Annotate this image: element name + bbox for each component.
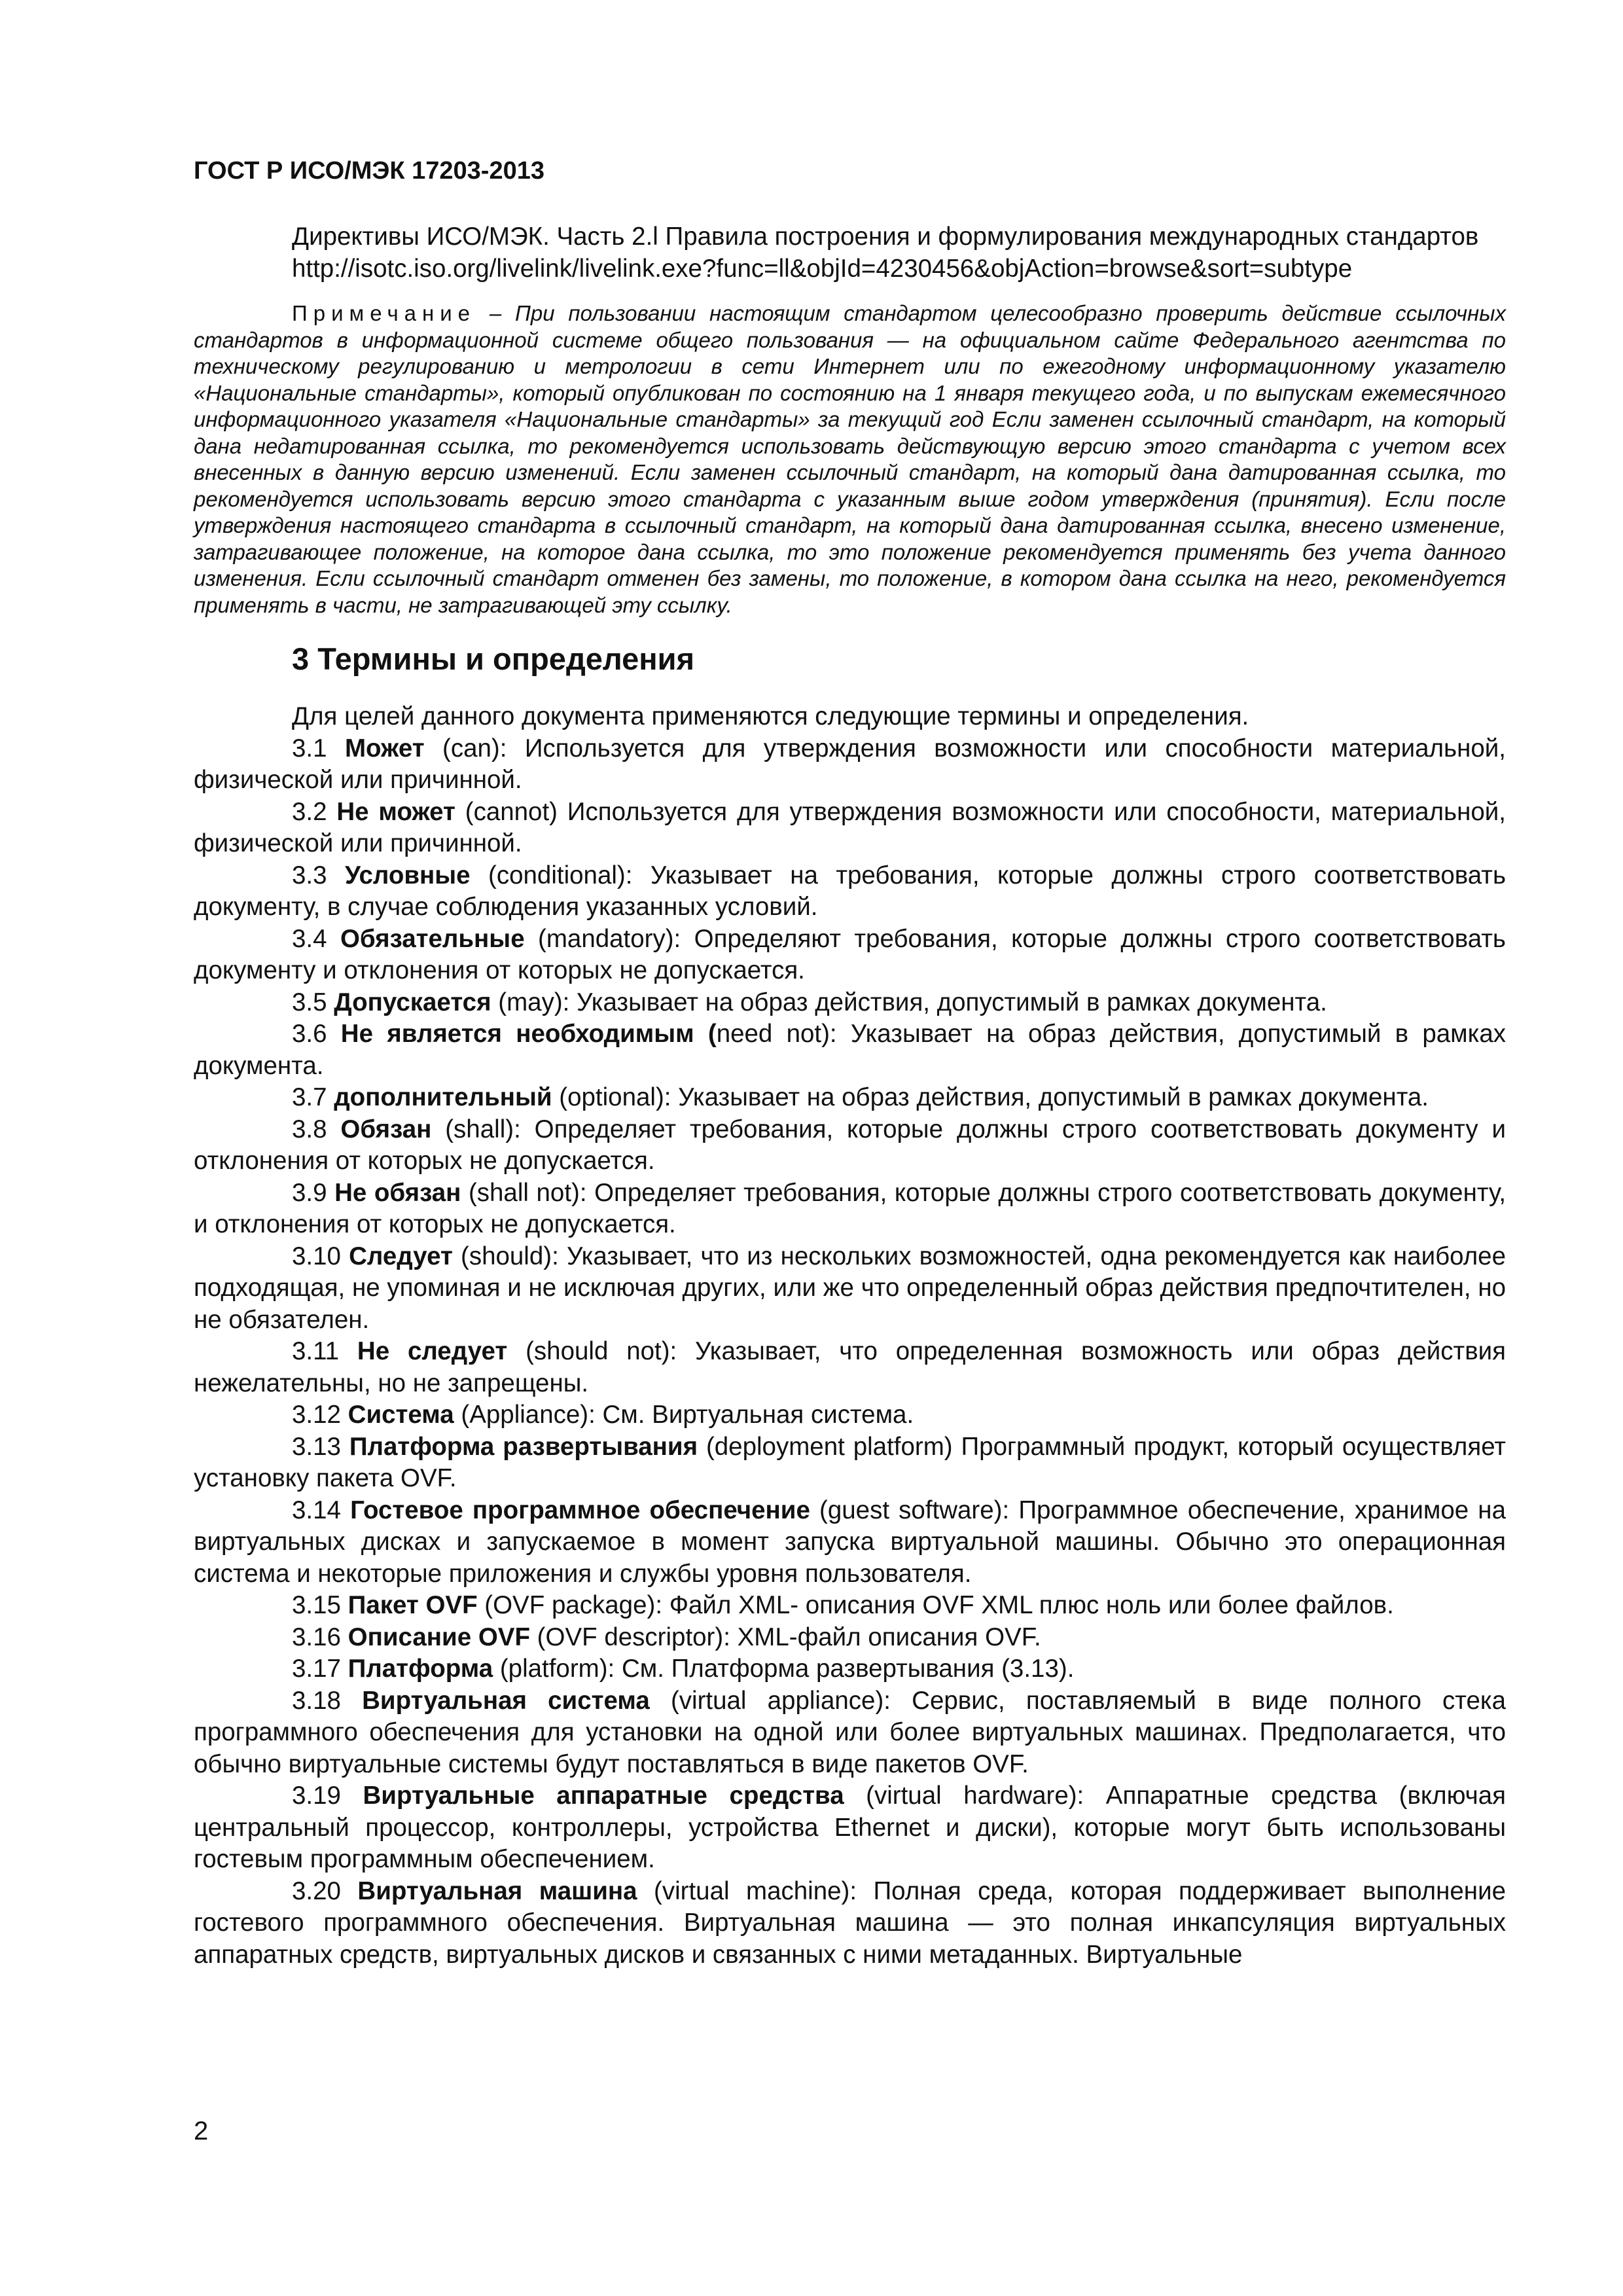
term-number: 3.7 (292, 1083, 334, 1111)
term-definition (194, 797, 1506, 860)
term-description: (cannot) Используется для утверждения возможности или способности, материальной, физической или причинной. (194, 797, 1506, 857)
term-definition (194, 1876, 1506, 1971)
term-number: 3.4 (292, 924, 340, 953)
term-number: 3.14 (292, 1496, 351, 1524)
term-name: Виртуальные аппаратные средства (363, 1782, 844, 1810)
page-number: 2 (194, 2117, 209, 2145)
term-name: Допускается (334, 988, 491, 1016)
term-description: (should not): Указывает, что определенная возможность или образ действия нежелательны, но не запрещены. (194, 1337, 1507, 1397)
term-name: дополнительный (334, 1083, 552, 1111)
term-description: (optional): Указывает на образ действия, допустимый в рамках документа. (552, 1083, 1429, 1111)
page-content (194, 221, 1506, 1971)
term-name: Не обязан (334, 1178, 461, 1207)
term-description: (shall): Определяет требования, которые должны строго соответствовать документу и отклонения от которых не допускается. (194, 1115, 1506, 1175)
term-description: (virtual appliance): Сервис, поставляемый в виде полного стека программного обеспечения для установки на одной или более виртуальных машинах. Предполагается, что обычно виртуальные системы будут поставляться в виде пакетов OVF. (194, 1686, 1506, 1778)
term-number: 3.18 (292, 1686, 363, 1715)
term-name: Виртуальная машина (357, 1876, 637, 1905)
term-definition (194, 924, 1506, 987)
document-code-header: ГОСТ Р ИСО/МЭК 17203-2013 (194, 157, 544, 185)
term-name: Пакет OVF (348, 1591, 478, 1619)
term-definition (194, 1082, 1506, 1114)
term-definition (194, 733, 1506, 797)
note-dash: – (476, 301, 515, 325)
term-number: 3.17 (292, 1655, 348, 1683)
term-description: need not): Указывает на образ действия, допустимый в рамках документа. (194, 1020, 1506, 1080)
term-definition (194, 1114, 1506, 1177)
terms-list (194, 733, 1506, 1971)
section-intro: Для целей данного документа применяются следующие термины и определения. (292, 702, 1249, 730)
term-number: 3.9 (292, 1178, 335, 1207)
term-description: (shall not): Определяет требования, которые должны строго соответствовать документу, и отклонения от которых не допускается. (194, 1178, 1507, 1238)
term-name: Не следует (357, 1337, 508, 1365)
term-number: 3.12 (292, 1401, 348, 1429)
note-label: Примечание (292, 301, 476, 325)
normative-reference-url: http://isotc.iso.org/livelink/livelink.exe?func=ll&objId=4230456&objAction=browse&sort=subtype (292, 254, 1353, 283)
term-name: Платформа развертывания (349, 1432, 698, 1461)
term-name: Виртуальная система (362, 1686, 650, 1715)
term-definition (194, 1590, 1506, 1622)
term-number: 3.13 (292, 1432, 349, 1461)
term-number: 3.10 (292, 1242, 349, 1270)
term-number: 3.2 (292, 797, 337, 826)
term-description: (can): Используется для утверждения возможности или способности материальной, физической или причинной. (194, 734, 1506, 794)
term-name: Гостевое программное обеспечение (350, 1496, 810, 1524)
term-name: Обязан (340, 1115, 432, 1143)
term-number: 3.16 (292, 1623, 348, 1651)
term-number: 3.3 (292, 861, 345, 889)
term-definition (194, 987, 1506, 1019)
note-paragraph (194, 300, 1506, 619)
term-description: (may): Указывает на образ действия, допустимый в рамках документа. (491, 988, 1327, 1016)
section-heading: 3 Термины и определения (292, 641, 694, 676)
term-number: 3.19 (292, 1782, 363, 1810)
term-definition (194, 1780, 1506, 1876)
term-definition (194, 1241, 1506, 1336)
term-name: Не является необходимым ( (340, 1020, 717, 1048)
term-description: (virtual hardware): Аппаратные средства (включая центральный процессор, контроллеры, устройства Ethernet и диски), которые могут быть использованы гостевым программным обеспечением. (194, 1782, 1506, 1873)
term-definition (194, 1653, 1506, 1685)
term-name: Обязательные (340, 924, 525, 953)
term-definition (194, 1685, 1506, 1781)
term-number: 3.11 (292, 1337, 357, 1365)
term-definition (194, 860, 1506, 924)
term-number: 3.6 (292, 1020, 341, 1048)
term-description: (platform): См. Платформа развертывания (3.13). (493, 1655, 1075, 1683)
term-definition (194, 1018, 1506, 1082)
term-name: Платформа (348, 1655, 493, 1683)
term-description: (OVF descriptor): XML-файл описания OVF. (529, 1623, 1041, 1651)
term-description: (deployment platform) Программный продукт, который осуществляет установку пакета OVF. (194, 1432, 1506, 1492)
term-description: (OVF package): Файл XML- описания OVF XML плюс ноль или более файлов. (477, 1591, 1394, 1619)
term-name: Следует (349, 1242, 453, 1270)
term-description: (mandatory): Определяют требования, которые должны строго соответствовать документу и отклонения от которых не допускается. (194, 924, 1506, 984)
term-number: 3.20 (292, 1876, 358, 1905)
term-number: 3.1 (292, 734, 345, 762)
term-definition (194, 1495, 1506, 1590)
term-description: (guest software): Программное обеспечение, хранимое на виртуальных дисках и запускаемое в момент запуска виртуальной машины. Обычно это операционная система и некоторые приложения и службы уровня пользователя. (194, 1496, 1506, 1588)
term-number: 3.8 (292, 1115, 341, 1143)
term-name: Условные (344, 861, 471, 889)
term-name: Не может (336, 797, 455, 826)
term-definition (194, 1399, 1506, 1431)
term-number: 3.5 (292, 988, 334, 1016)
term-definition (194, 1177, 1506, 1241)
term-name: Система (348, 1401, 454, 1429)
term-description: (virtual machine): Полная среда, которая поддерживает выполнение гостевого программного обеспечения. Виртуальная машина — это полная инкапсуляция виртуальных аппаратных средств, виртуальных дисков и связанных с ними метаданных. Виртуальные (194, 1876, 1506, 1969)
term-definition (194, 1336, 1506, 1399)
term-description: (should): Указывает, что из нескольких возможностей, одна рекомендуется как наиболее подходящая, не упоминая и не исключая других, или же что определенный образ действия предпочтителен, но не обязателен. (194, 1242, 1506, 1334)
term-definition (194, 1431, 1506, 1495)
term-name: Описание OVF (348, 1623, 530, 1651)
term-description: (conditional): Указывает на требования, которые должны строго соответствовать документу, в случае соблюдения указанных условий. (194, 861, 1507, 921)
note-text: При пользовании настоящим стандартом целесообразно проверить действие ссылочных стандартов в информационной системе общего пользования — на официальном сайте Федерального агентства по техническому регулированию и метрологии в сети Интернет или по ежегодному информационному указателю «Национальные стандарты», который опубликован по состоянию на 1 января текущего года, и по выпускам ежемесячного информационного указателя «Национальные стандарты» за текущий год Если заменен ссылочный стандарт, на который дана недатированная ссылка, то рекомендуется использовать действующую версию этого стандарта с учетом всех внесенных в данную версию изменений. Если заменен ссылочный стандарт, на который дана датированная ссылка, то рекомендуется использовать версию этого стандарта с указанным выше годом утверждения (принятия). Если после утверждения настоящего стандарта в ссылочный стандарт, на который дана датированная ссылка, внесено изменение, затрагивающее положение, на которое дана ссылка, то это положение рекомендуется применять без учета данного изменения. Если ссылочный стандарт отменен без замены, то положение, в котором дана ссылка на него, рекомендуется применять в части, не затрагивающей эту ссылку. (194, 301, 1506, 617)
term-definition (194, 1622, 1506, 1654)
term-name: Может (344, 734, 425, 762)
term-number: 3.15 (292, 1591, 348, 1619)
term-description: (Appliance): См. Виртуальная система. (454, 1401, 914, 1429)
normative-reference-directive: Директивы ИСО/МЭК. Часть 2.l Правила построения и формулирования международных стандартов (292, 223, 1479, 251)
